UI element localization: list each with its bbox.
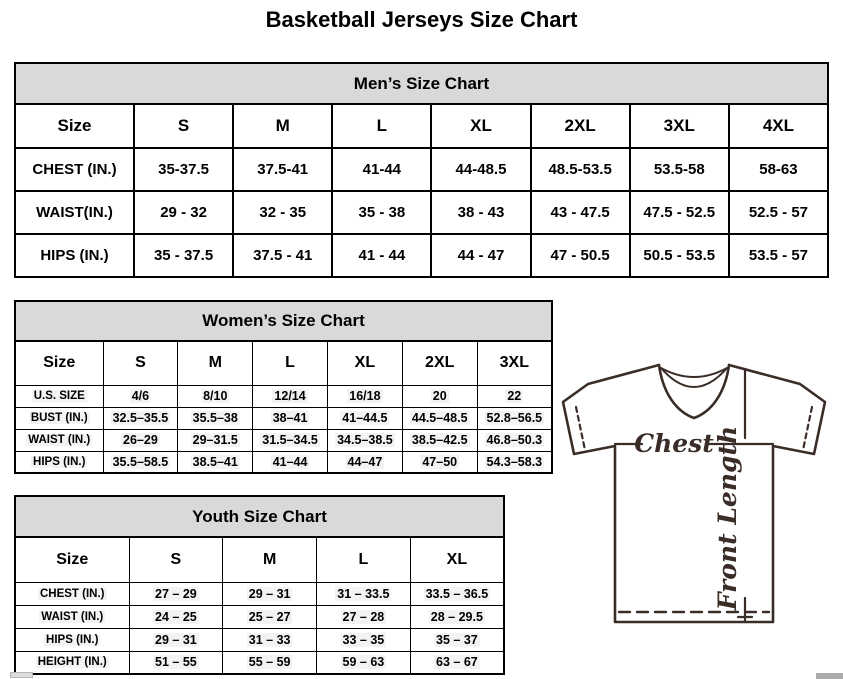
size-value-cell: 41-44 [332, 148, 431, 191]
size-value-cell: 32 - 35 [233, 191, 332, 234]
row-label: HIPS (IN.) [15, 234, 134, 277]
page-title: Basketball Jerseys Size Chart [265, 7, 578, 32]
column-header: 4XL [729, 104, 828, 148]
row-label: BUST (IN.) [15, 407, 103, 429]
size-value-cell: 35 – 37 [410, 628, 504, 651]
column-header: S [103, 341, 178, 385]
scrollbar-fragment-left[interactable] [10, 672, 33, 678]
size-column-header: Size [15, 104, 134, 148]
size-column-header: Size [15, 537, 129, 582]
column-header: L [317, 537, 411, 582]
size-value-cell: 4/6 [103, 385, 178, 407]
row-label: U.S. SIZE [15, 385, 103, 407]
size-value-cell: 59 – 63 [317, 651, 411, 674]
size-value-cell: 27 – 29 [129, 582, 223, 605]
size-value-cell: 54.3–58.3 [477, 451, 552, 473]
size-value-cell: 8/10 [178, 385, 253, 407]
size-value-cell: 43 - 47.5 [531, 191, 630, 234]
column-header: 2XL [402, 341, 477, 385]
size-value-cell: 29–31.5 [178, 429, 253, 451]
column-header: L [332, 104, 431, 148]
size-value-cell: 46.8–50.3 [477, 429, 552, 451]
youth-header-row [15, 537, 504, 582]
size-value-cell: 35.5–58.5 [103, 451, 178, 473]
size-value-cell: 31 – 33.5 [317, 582, 411, 605]
womens-size-table [14, 340, 553, 474]
row-label: WAIST (IN.) [15, 605, 129, 628]
size-value-cell: 16/18 [327, 385, 402, 407]
size-value-cell: 35 - 37.5 [134, 234, 233, 277]
size-value-cell: 27 – 28 [317, 605, 411, 628]
measurement-row [15, 407, 552, 429]
row-label: WAIST(IN.) [15, 191, 134, 234]
size-value-cell: 35-37.5 [134, 148, 233, 191]
column-header: M [178, 341, 253, 385]
row-label: HIPS (IN.) [15, 451, 103, 473]
measurement-row [15, 451, 552, 473]
column-header: S [129, 537, 223, 582]
size-value-cell: 41 - 44 [332, 234, 431, 277]
column-header: 3XL [630, 104, 729, 148]
size-value-cell: 29 – 31 [223, 582, 317, 605]
size-value-cell: 33.5 – 36.5 [410, 582, 504, 605]
measurement-row [15, 582, 504, 605]
chest-label: Chest [634, 429, 714, 458]
column-header: 2XL [531, 104, 630, 148]
size-value-cell: 38–41 [253, 407, 328, 429]
scrollbar-fragment-right[interactable] [816, 673, 843, 679]
size-value-cell: 50.5 - 53.5 [630, 234, 729, 277]
size-value-cell: 41–44 [253, 451, 328, 473]
jersey-outline-icon [560, 360, 828, 628]
size-value-cell: 44.5–48.5 [402, 407, 477, 429]
size-value-cell: 47.5 - 52.5 [630, 191, 729, 234]
mens-header-row [15, 104, 828, 148]
measurement-row [15, 628, 504, 651]
womens-header-row [15, 341, 552, 385]
size-value-cell: 35 - 38 [332, 191, 431, 234]
size-column-header: Size [15, 341, 103, 385]
size-value-cell: 52.8–56.5 [477, 407, 552, 429]
size-value-cell: 35.5–38 [178, 407, 253, 429]
row-label: CHEST (IN.) [15, 582, 129, 605]
womens-chart-title: Women’s Size Chart [14, 300, 553, 340]
size-value-cell: 38.5–42.5 [402, 429, 477, 451]
size-value-cell: 24 – 25 [129, 605, 223, 628]
mens-size-table [14, 103, 829, 278]
row-label: WAIST (IN.) [15, 429, 103, 451]
row-label: HIPS (IN.) [15, 628, 129, 651]
size-value-cell: 38 - 43 [431, 191, 530, 234]
size-value-cell: 47–50 [402, 451, 477, 473]
size-value-cell: 20 [402, 385, 477, 407]
jersey-measurement-diagram [560, 360, 828, 628]
measurement-row [15, 148, 828, 191]
womens-size-chart [14, 300, 553, 474]
size-value-cell: 32.5–35.5 [103, 407, 178, 429]
size-value-cell: 52.5 - 57 [729, 191, 828, 234]
column-header: M [223, 537, 317, 582]
size-value-cell: 31 – 33 [223, 628, 317, 651]
size-value-cell: 44-48.5 [431, 148, 530, 191]
column-header: XL [410, 537, 504, 582]
size-value-cell: 53.5-58 [630, 148, 729, 191]
size-value-cell: 29 - 32 [134, 191, 233, 234]
measurement-row [15, 385, 552, 407]
size-value-cell: 48.5-53.5 [531, 148, 630, 191]
youth-size-chart [14, 495, 505, 675]
measurement-row [15, 429, 552, 451]
size-value-cell: 37.5 - 41 [233, 234, 332, 277]
size-value-cell: 34.5–38.5 [327, 429, 402, 451]
size-value-cell: 53.5 - 57 [729, 234, 828, 277]
size-value-cell: 26–29 [103, 429, 178, 451]
column-header: M [233, 104, 332, 148]
row-label: HEIGHT (IN.) [15, 651, 129, 674]
front-length-label: Front Length [713, 425, 742, 611]
column-header: XL [431, 104, 530, 148]
column-header: S [134, 104, 233, 148]
measurement-row [15, 191, 828, 234]
size-value-cell: 63 – 67 [410, 651, 504, 674]
size-value-cell: 28 – 29.5 [410, 605, 504, 628]
size-value-cell: 38.5–41 [178, 451, 253, 473]
size-value-cell: 58-63 [729, 148, 828, 191]
youth-size-table [14, 536, 505, 675]
size-value-cell: 33 – 35 [317, 628, 411, 651]
size-value-cell: 22 [477, 385, 552, 407]
mens-size-chart [14, 62, 829, 278]
size-value-cell: 55 – 59 [223, 651, 317, 674]
column-header: XL [327, 341, 402, 385]
size-value-cell: 51 – 55 [129, 651, 223, 674]
mens-chart-title: Men’s Size Chart [14, 62, 829, 103]
measurement-row [15, 651, 504, 674]
size-value-cell: 44 - 47 [431, 234, 530, 277]
size-value-cell: 41–44.5 [327, 407, 402, 429]
row-label: CHEST (IN.) [15, 148, 134, 191]
size-value-cell: 37.5-41 [233, 148, 332, 191]
measurement-row [15, 234, 828, 277]
column-header: 3XL [477, 341, 552, 385]
column-header: L [253, 341, 328, 385]
size-value-cell: 47 - 50.5 [531, 234, 630, 277]
youth-chart-title: Youth Size Chart [14, 495, 505, 536]
size-value-cell: 44–47 [327, 451, 402, 473]
size-value-cell: 25 – 27 [223, 605, 317, 628]
measurement-row [15, 605, 504, 628]
size-value-cell: 29 – 31 [129, 628, 223, 651]
size-value-cell: 31.5–34.5 [253, 429, 328, 451]
size-value-cell: 12/14 [253, 385, 328, 407]
